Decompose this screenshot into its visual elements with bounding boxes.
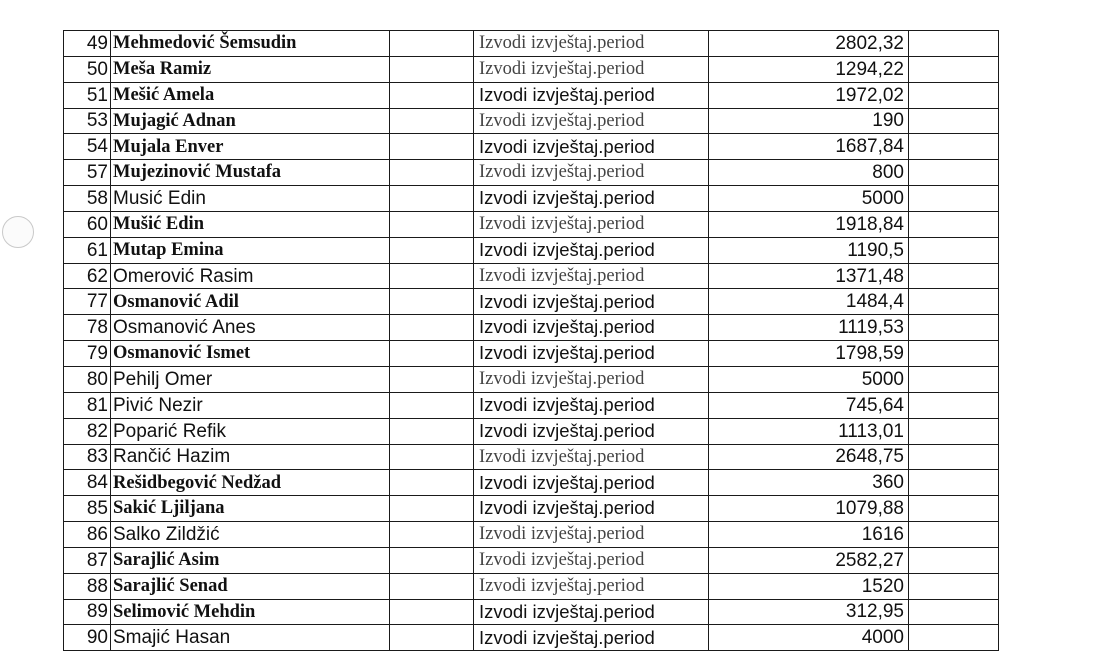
table-row (64, 237, 999, 263)
amount: 1119,53 (709, 315, 909, 341)
table-row (64, 392, 999, 418)
table-row (64, 82, 999, 108)
person-name: Selimović Mehdin (111, 599, 390, 625)
empty-cell (909, 625, 999, 651)
row-number: 60 (64, 211, 111, 237)
empty-cell (909, 134, 999, 160)
amount: 2648,75 (709, 444, 909, 470)
row-number: 50 (64, 56, 111, 82)
description: Izvodi izvještaj.period (474, 366, 709, 392)
empty-cell (909, 366, 999, 392)
description: Izvodi izvještaj.period (474, 56, 709, 82)
amount: 2582,27 (709, 547, 909, 573)
table-row (64, 263, 999, 289)
empty-cell (909, 573, 999, 599)
description: Izvodi izvještaj.period (474, 237, 709, 263)
empty-cell (909, 56, 999, 82)
row-number: 51 (64, 82, 111, 108)
empty-cell (390, 108, 474, 134)
description: Izvodi izvještaj.period (474, 108, 709, 134)
row-number: 80 (64, 366, 111, 392)
amount: 2802,32 (709, 31, 909, 57)
row-number: 58 (64, 186, 111, 212)
empty-cell (390, 31, 474, 57)
description: Izvodi izvještaj.period (474, 160, 709, 186)
empty-cell (390, 134, 474, 160)
person-name: Poparić Refik (111, 418, 390, 444)
row-number: 78 (64, 315, 111, 341)
row-number: 54 (64, 134, 111, 160)
person-name: Osmanović Anes (111, 315, 390, 341)
table-row (64, 496, 999, 522)
amount: 5000 (709, 366, 909, 392)
table-row (64, 315, 999, 341)
row-number: 62 (64, 263, 111, 289)
table-row (64, 444, 999, 470)
empty-cell (909, 108, 999, 134)
amount: 1798,59 (709, 341, 909, 367)
table-row (64, 108, 999, 134)
row-number: 81 (64, 392, 111, 418)
row-number: 90 (64, 625, 111, 651)
person-name: Meša Ramiz (111, 56, 390, 82)
empty-cell (909, 289, 999, 315)
empty-cell (909, 522, 999, 548)
empty-cell (390, 470, 474, 496)
description: Izvodi izvještaj.period (474, 547, 709, 573)
person-name: Mehmedović Šemsudin (111, 31, 390, 57)
row-number: 57 (64, 160, 111, 186)
description: Izvodi izvještaj.period (474, 418, 709, 444)
table-row (64, 366, 999, 392)
punch-hole-mark (2, 216, 34, 248)
table-body (64, 31, 999, 651)
person-name: Smajić Hasan (111, 625, 390, 651)
empty-cell (390, 82, 474, 108)
description: Izvodi izvještaj.period (474, 573, 709, 599)
amount: 1972,02 (709, 82, 909, 108)
table-row (64, 211, 999, 237)
empty-cell (390, 599, 474, 625)
empty-cell (390, 315, 474, 341)
empty-cell (390, 547, 474, 573)
amount: 360 (709, 470, 909, 496)
amount: 1484,4 (709, 289, 909, 315)
empty-cell (390, 418, 474, 444)
table-row (64, 341, 999, 367)
table-row (64, 625, 999, 651)
empty-cell (390, 341, 474, 367)
person-name: Mutap Emina (111, 237, 390, 263)
row-number: 61 (64, 237, 111, 263)
description: Izvodi izvještaj.period (474, 599, 709, 625)
empty-cell (390, 522, 474, 548)
row-number: 89 (64, 599, 111, 625)
row-number: 83 (64, 444, 111, 470)
empty-cell (909, 470, 999, 496)
amount: 5000 (709, 186, 909, 212)
amount: 1113,01 (709, 418, 909, 444)
table-row (64, 599, 999, 625)
amount: 1190,5 (709, 237, 909, 263)
empty-cell (390, 263, 474, 289)
empty-cell (909, 547, 999, 573)
empty-cell (909, 444, 999, 470)
empty-cell (909, 341, 999, 367)
empty-cell (390, 289, 474, 315)
person-name: Salko Zildžić (111, 522, 390, 548)
person-name: Mujagić Adnan (111, 108, 390, 134)
table-row (64, 289, 999, 315)
empty-cell (909, 82, 999, 108)
empty-cell (909, 392, 999, 418)
table-row (64, 160, 999, 186)
amount: 1616 (709, 522, 909, 548)
description: Izvodi izvještaj.period (474, 315, 709, 341)
empty-cell (390, 366, 474, 392)
person-name: Mujala Enver (111, 134, 390, 160)
description: Izvodi izvještaj.period (474, 186, 709, 212)
table-row (64, 31, 999, 57)
person-name: Musić Edin (111, 186, 390, 212)
person-name: Omerović Rasim (111, 263, 390, 289)
empty-cell (909, 315, 999, 341)
empty-cell (909, 263, 999, 289)
empty-cell (390, 211, 474, 237)
empty-cell (909, 418, 999, 444)
empty-cell (909, 599, 999, 625)
person-name: Mešić Amela (111, 82, 390, 108)
payments-table (63, 30, 999, 651)
description: Izvodi izvještaj.period (474, 341, 709, 367)
row-number: 88 (64, 573, 111, 599)
empty-cell (390, 496, 474, 522)
person-name: Sakić Ljiljana (111, 496, 390, 522)
person-name: Rančić Hazim (111, 444, 390, 470)
table-row (64, 186, 999, 212)
description: Izvodi izvještaj.period (474, 82, 709, 108)
empty-cell (909, 186, 999, 212)
empty-cell (390, 573, 474, 599)
amount: 1687,84 (709, 134, 909, 160)
empty-cell (909, 160, 999, 186)
empty-cell (909, 211, 999, 237)
description: Izvodi izvještaj.period (474, 625, 709, 651)
empty-cell (390, 186, 474, 212)
table-row (64, 56, 999, 82)
description: Izvodi izvještaj.period (474, 211, 709, 237)
row-number: 85 (64, 496, 111, 522)
amount: 1294,22 (709, 56, 909, 82)
table-row (64, 522, 999, 548)
row-number: 49 (64, 31, 111, 57)
description: Izvodi izvještaj.period (474, 496, 709, 522)
empty-cell (909, 237, 999, 263)
description: Izvodi izvještaj.period (474, 134, 709, 160)
empty-cell (390, 625, 474, 651)
person-name: Rešidbegović Nedžad (111, 470, 390, 496)
amount: 1371,48 (709, 263, 909, 289)
empty-cell (390, 444, 474, 470)
description: Izvodi izvještaj.period (474, 263, 709, 289)
description: Izvodi izvještaj.period (474, 444, 709, 470)
person-name: Sarajlić Senad (111, 573, 390, 599)
person-name: Mujezinović Mustafa (111, 160, 390, 186)
empty-cell (390, 392, 474, 418)
empty-cell (909, 496, 999, 522)
row-number: 79 (64, 341, 111, 367)
amount: 190 (709, 108, 909, 134)
table-row (64, 573, 999, 599)
description: Izvodi izvještaj.period (474, 289, 709, 315)
amount: 4000 (709, 625, 909, 651)
table-row (64, 547, 999, 573)
amount: 1918,84 (709, 211, 909, 237)
empty-cell (909, 31, 999, 57)
description: Izvodi izvještaj.period (474, 522, 709, 548)
person-name: Osmanović Adil (111, 289, 390, 315)
description: Izvodi izvještaj.period (474, 470, 709, 496)
row-number: 84 (64, 470, 111, 496)
amount: 1079,88 (709, 496, 909, 522)
amount: 312,95 (709, 599, 909, 625)
table-row (64, 470, 999, 496)
empty-cell (390, 56, 474, 82)
person-name: Osmanović Ismet (111, 341, 390, 367)
person-name: Pehilj Omer (111, 366, 390, 392)
amount: 1520 (709, 573, 909, 599)
empty-cell (390, 160, 474, 186)
row-number: 86 (64, 522, 111, 548)
amount: 745,64 (709, 392, 909, 418)
person-name: Sarajlić Asim (111, 547, 390, 573)
description: Izvodi izvještaj.period (474, 392, 709, 418)
description: Izvodi izvještaj.period (474, 31, 709, 57)
table-row (64, 134, 999, 160)
row-number: 87 (64, 547, 111, 573)
person-name: Pivić Nezir (111, 392, 390, 418)
row-number: 77 (64, 289, 111, 315)
row-number: 82 (64, 418, 111, 444)
row-number: 53 (64, 108, 111, 134)
table-row (64, 418, 999, 444)
person-name: Mušić Edin (111, 211, 390, 237)
amount: 800 (709, 160, 909, 186)
empty-cell (390, 237, 474, 263)
